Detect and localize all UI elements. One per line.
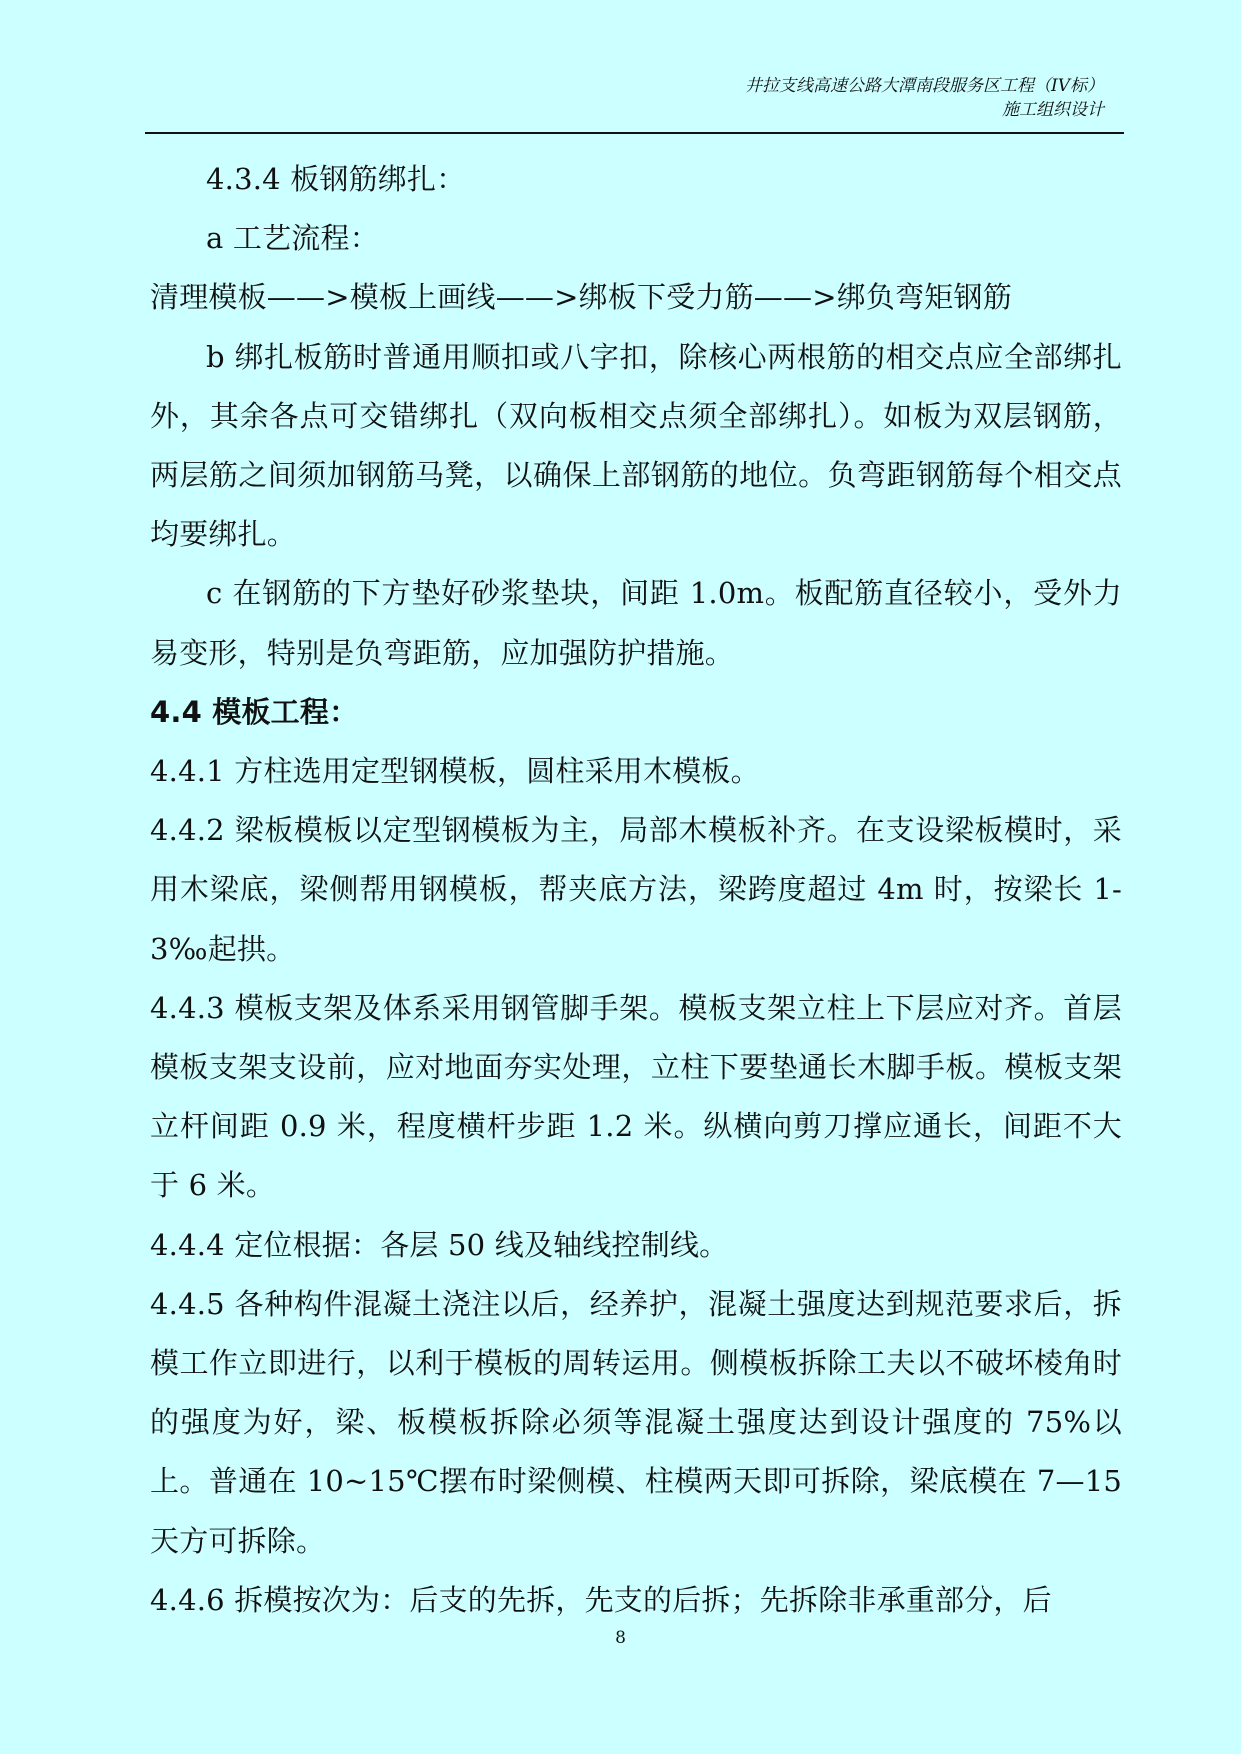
paragraph-4-4-4: 4.4.4 定位根据：各层 50 线及轴线控制线。 [150, 1227, 729, 1262]
header-project-title: 井拉支线高速公路大潭南段服务区工程（IV标） [745, 76, 1104, 96]
section-heading-4-4: 4.4 模板工程： [150, 694, 359, 729]
paragraph-4-4-2: 4.4.2 梁板模板以定型钢模板为主，局部木模板补齐。在支设梁板模时，采用木梁底，梁侧帮用钢模板，帮夹底方法，梁跨度超过 4m 时，按梁长 1-3‰起拱。 [150, 813, 1122, 966]
item-a-label: a 工艺流程： [206, 221, 379, 256]
section-heading-4-3-4: 4.3.4 板钢筋绑扎： [206, 162, 466, 196]
page-header [745, 74, 1104, 122]
paragraph-4-4-3: 4.4.3 模板支架及体系采用钢管脚手架。模板支架立柱上下层应对齐。首层模板支架支设前，应对地面夯实处理，立柱下要垫通长木脚手板。模板支架立杆间距 0.9 米，程度横杆步距 1.2 米。纵横向剪刀撑应通长，间距不大于 6 米。 [150, 990, 1122, 1203]
paragraph-4-4-6: 4.4.6 拆模按次为：后支的先拆，先支的后拆；先拆除非承重部分，后 [150, 1582, 1052, 1617]
paragraph-4-4-5: 4.4.5 各种构件混凝土浇注以后，经养护，混凝土强度达到规范要求后，拆模工作立即进行，以利于模板的周转运用。侧模板拆除工夫以不破坏棱角时的强度为好，梁、板模板拆除必须等混凝土强度达到设计强度的 75%以上。普通在 10~15℃摆布时梁侧模、柱模两天即可拆除，梁底模在 7—15 天方可拆除。 [150, 1286, 1122, 1558]
item-b-paragraph: b 绑扎板筋时普通用顺扣或八字扣，除核心两根筋的相交点应全部绑扎外，其余各点可交错绑扎（双向板相交点须全部绑扎）。如板为双层钢筋，两层筋之间须加钢筋马凳，以确保上部钢筋的地位。负弯距钢筋每个相交点均要绑扎。 [150, 339, 1122, 552]
process-flow-line: 清理模板——>模板上画线——>绑板下受力筋——>绑负弯矩钢筋 [150, 280, 1012, 315]
paragraph-4-4-1: 4.4.1 方柱选用定型钢模板，圆柱采用木模板。 [150, 754, 760, 789]
header-divider [145, 132, 1124, 134]
page-number: 8 [615, 1628, 626, 1648]
document-body [150, 150, 1122, 1630]
header-document-type: 施工组织设计 [1002, 100, 1104, 120]
item-c-paragraph: c 在钢筋的下方垫好砂浆垫块，间距 1.0m。板配筋直径较小，受外力易变形，特别是负弯距筋，应加强防护措施。 [150, 576, 1122, 670]
